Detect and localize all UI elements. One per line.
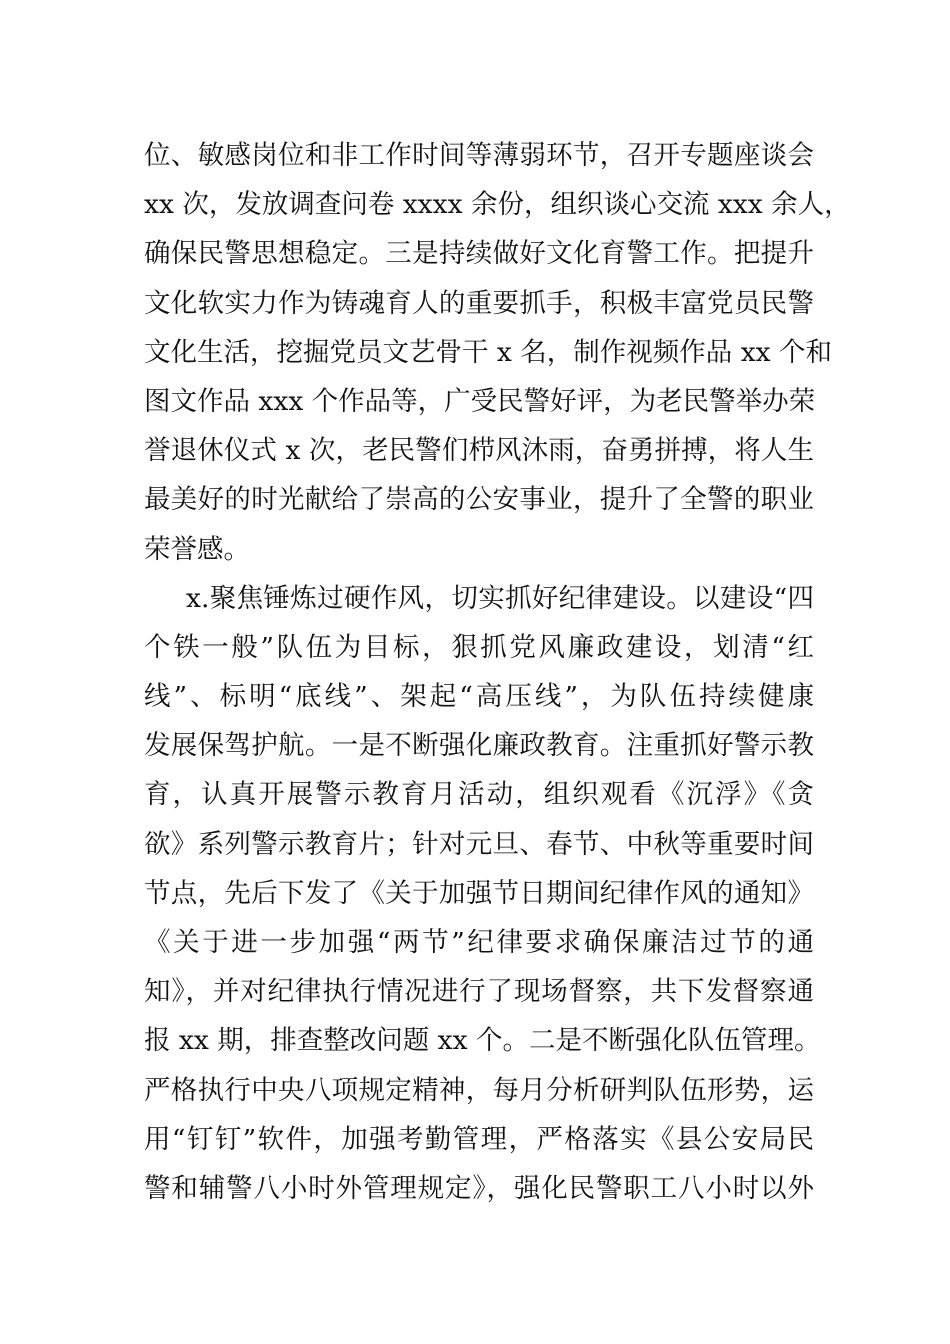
text-line: 《关于进一步加强“两节”纪律要求确保廉洁过节的通 bbox=[144, 927, 814, 958]
text-line: 线”、标明“底线”、架起“高压线”，为队伍持续健康 bbox=[144, 681, 814, 713]
text-line: 报 xx 期，排查整改问题 xx 个。二是不断强化队伍管理。 bbox=[144, 1025, 821, 1057]
text-line: 最美好的时光献给了崇高的公安事业，提升了全警的职业 bbox=[144, 484, 814, 516]
text-line: 欲》系列警示教育片；针对元旦、春节、中秋等重要时间 bbox=[144, 828, 814, 860]
text-line: 警和辅警八小时外管理规定》，强化民警职工八小时以外 bbox=[144, 1172, 814, 1204]
body-text bbox=[144, 131, 851, 1213]
text-line: 节点，先后下发了《关于加强节日期间纪律作风的通知》 bbox=[144, 877, 814, 909]
text-line: 个铁一般”队伍为目标，狠抓党风廉政建设，划清“红 bbox=[144, 631, 814, 663]
text-line: 文化软实力作为铸魂育人的重要抓手，积极丰富党员民警 bbox=[144, 287, 814, 319]
text-line: 文化生活，挖掘党员文艺骨干 x 名，制作视频作品 xx 个和 bbox=[144, 336, 833, 368]
paragraph-heading-line: x.聚焦锤炼过硬作风，切实抓好纪律建设。以建设“四 bbox=[186, 582, 814, 614]
text-line: xx 次，发放调查问卷 xxxx 余份，组织谈心交流 xxx 余人， bbox=[144, 189, 851, 221]
text-line: 确保民警思想稳定。三是持续做好文化育警工作。把提升 bbox=[144, 238, 814, 270]
text-line: 位、敏感岗位和非工作时间等薄弱环节，召开专题座谈会 bbox=[144, 140, 814, 171]
text-line: 知》，并对纪律执行情况进行了现场督察，共下发督察通 bbox=[144, 976, 814, 1008]
text-line: 用“钉钉”软件，加强考勤管理，严格落实《县公安局民 bbox=[144, 1123, 814, 1155]
text-line: 严格执行中央八项规定精神，每月分析研判队伍形势，运 bbox=[144, 1074, 814, 1106]
text-line: 荣誉感。 bbox=[144, 533, 250, 565]
text-line: 发展保驾护航。一是不断强化廉政教育。注重抓好警示教 bbox=[144, 730, 814, 762]
text-line: 育，认真开展警示教育月活动，组织观看《沉浮》《贪 bbox=[144, 779, 814, 811]
text-line: 图文作品 xxx 个作品等，广受民警好评，为老民警举办荣 bbox=[144, 385, 816, 417]
text-line: 誉退休仪式 x 次，老民警们栉风沐雨，奋勇拼搏，将人生 bbox=[144, 435, 814, 467]
